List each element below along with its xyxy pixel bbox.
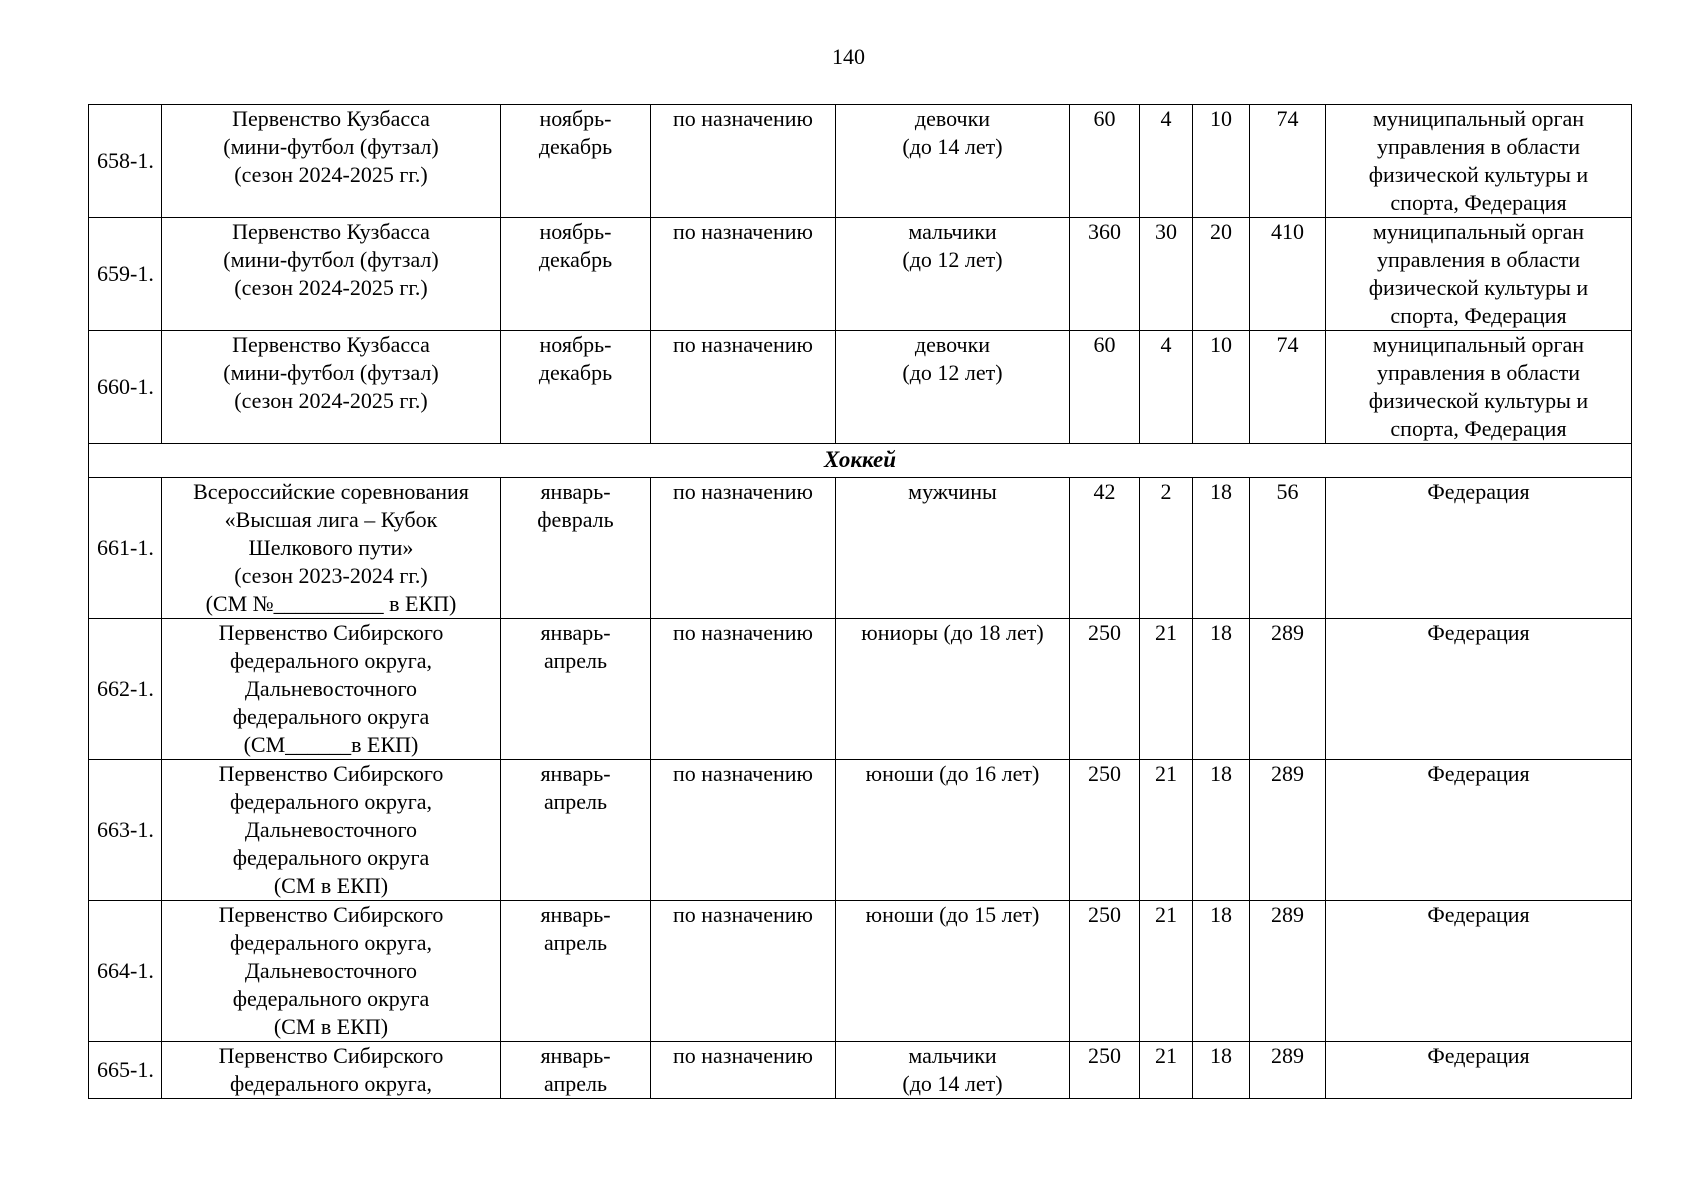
entry-number-cell: 659-1. [89, 218, 162, 331]
table-row [89, 760, 1632, 901]
count-coaches-cell [1140, 901, 1193, 1042]
event-name-cell [162, 331, 501, 444]
count-participants-cell [1070, 218, 1140, 331]
section-title: Хоккей [89, 444, 1632, 478]
organizer: Федерация [1427, 479, 1530, 504]
event-venue: по назначению [673, 902, 813, 927]
count-total: 289 [1271, 761, 1304, 786]
event-name: Первенство Сибирского федерального округа, Дальневосточного федерального округа (СМ в ЕКП) [218, 902, 444, 1039]
organizer: Федерация [1427, 902, 1530, 927]
entry-number-cell: 662-1. [89, 619, 162, 760]
organizer-cell [1326, 760, 1632, 901]
count-judges: 10 [1210, 106, 1232, 131]
organizer: муниципальный орган управления в области физической культуры и спорта, Федерация [1368, 219, 1589, 328]
event-name: Первенство Кузбасса (мини-футбол (футзал) (сезон 2024-2025 гг.) [223, 219, 439, 300]
count-coaches: 21 [1155, 620, 1177, 645]
count-participants: 42 [1093, 479, 1116, 504]
count-coaches: 21 [1155, 1043, 1177, 1068]
event-venue: по назначению [673, 761, 813, 786]
entry-number-cell: 660-1. [89, 331, 162, 444]
event-name-cell [162, 478, 501, 619]
event-venue: по назначению [673, 106, 813, 131]
event-name-cell [162, 901, 501, 1042]
count-total: 410 [1271, 219, 1304, 244]
count-coaches: 30 [1155, 219, 1177, 244]
event-name-cell [162, 105, 501, 218]
participant-group: мужчины [908, 479, 997, 504]
participant-group-cell [836, 760, 1070, 901]
entry-number-cell: 663-1. [89, 760, 162, 901]
count-judges: 18 [1210, 620, 1232, 645]
event-venue-cell [651, 760, 836, 901]
participant-group: юниоры (до 18 лет) [861, 620, 1044, 645]
count-participants: 360 [1088, 219, 1121, 244]
event-venue: по назначению [673, 620, 813, 645]
count-judges: 18 [1210, 761, 1232, 786]
participant-group-cell [836, 478, 1070, 619]
event-venue-cell [651, 105, 836, 218]
count-total-cell [1250, 619, 1326, 760]
event-dates-cell [501, 331, 651, 444]
count-participants: 250 [1088, 761, 1121, 786]
event-dates: январь- апрель [540, 902, 611, 955]
participant-group: юноши (до 15 лет) [865, 902, 1040, 927]
participant-group-cell [836, 105, 1070, 218]
count-coaches-cell [1140, 1042, 1193, 1099]
count-coaches-cell [1140, 760, 1193, 901]
count-judges-cell [1193, 478, 1250, 619]
event-name: Первенство Сибирского федерального округа, Дальневосточного федерального округа (СМ______в ЕКП) [218, 620, 444, 757]
count-coaches: 21 [1155, 902, 1177, 927]
organizer: муниципальный орган управления в области физической культуры и спорта, Федерация [1368, 332, 1589, 441]
table-row [89, 619, 1632, 760]
organizer-cell [1326, 105, 1632, 218]
event-dates: январь- апрель [540, 620, 611, 673]
organizer-cell [1326, 619, 1632, 760]
participant-group-cell [836, 218, 1070, 331]
participant-group: девочки (до 12 лет) [902, 332, 1003, 385]
count-judges: 10 [1210, 332, 1232, 357]
table-row [89, 105, 1632, 218]
entry-number-cell: 661-1. [89, 478, 162, 619]
participant-group-cell [836, 1042, 1070, 1099]
count-total-cell [1250, 760, 1326, 901]
count-coaches-cell [1140, 331, 1193, 444]
event-venue-cell [651, 619, 836, 760]
table-row [89, 901, 1632, 1042]
table-row [89, 1042, 1632, 1099]
event-dates: январь- февраль [537, 479, 614, 532]
count-coaches: 4 [1160, 332, 1172, 357]
organizer: Федерация [1427, 761, 1530, 786]
count-participants-cell [1070, 105, 1140, 218]
event-venue-cell [651, 478, 836, 619]
count-judges-cell [1193, 1042, 1250, 1099]
count-judges-cell [1193, 619, 1250, 760]
count-participants-cell [1070, 619, 1140, 760]
event-name: Всероссийские соревнования «Высшая лига – Кубок Шелкового пути» (сезон 2023-2024 гг.) (СМ №__________ в ЕКП) [193, 479, 469, 616]
organizer: Федерация [1427, 620, 1530, 645]
count-total-cell [1250, 218, 1326, 331]
event-venue-cell [651, 218, 836, 331]
event-name-cell [162, 1042, 501, 1099]
participant-group: девочки (до 14 лет) [902, 106, 1003, 159]
event-dates-cell [501, 105, 651, 218]
count-judges-cell [1193, 105, 1250, 218]
event-venue: по назначению [673, 1043, 813, 1068]
count-total: 56 [1276, 479, 1299, 504]
participant-group-cell [836, 619, 1070, 760]
table-row [89, 218, 1632, 331]
event-dates-cell [501, 218, 651, 331]
count-judges: 18 [1210, 902, 1232, 927]
event-name-cell [162, 218, 501, 331]
count-coaches: 4 [1160, 106, 1172, 131]
count-participants: 250 [1088, 1043, 1121, 1068]
count-coaches-cell [1140, 218, 1193, 331]
count-total-cell [1250, 105, 1326, 218]
participant-group: мальчики (до 14 лет) [902, 1043, 1003, 1096]
section-row [89, 444, 1632, 478]
count-total: 289 [1271, 1043, 1304, 1068]
event-venue-cell [651, 331, 836, 444]
count-judges-cell [1193, 218, 1250, 331]
page-number: 140 [832, 44, 865, 69]
count-participants-cell [1070, 1042, 1140, 1099]
organizer-cell [1326, 478, 1632, 619]
count-coaches: 21 [1155, 761, 1177, 786]
organizer: Федерация [1427, 1043, 1530, 1068]
participant-group: юноши (до 16 лет) [865, 761, 1040, 786]
event-name-cell [162, 760, 501, 901]
entry-number-cell: 658-1. [89, 105, 162, 218]
event-dates: январь- апрель [540, 761, 611, 814]
count-total: 289 [1271, 902, 1304, 927]
table-body [89, 105, 1632, 1099]
event-dates: ноябрь- декабрь [538, 106, 613, 159]
entry-number-cell: 665-1. [89, 1042, 162, 1099]
participant-group-cell [836, 331, 1070, 444]
count-total-cell [1250, 901, 1326, 1042]
event-dates: ноябрь- декабрь [538, 332, 613, 385]
count-coaches-cell [1140, 619, 1193, 760]
count-total-cell [1250, 478, 1326, 619]
table-row [89, 478, 1632, 619]
count-participants-cell [1070, 331, 1140, 444]
table-row [89, 331, 1632, 444]
event-venue: по назначению [673, 479, 813, 504]
count-total-cell [1250, 1042, 1326, 1099]
event-name-cell [162, 619, 501, 760]
event-dates-cell [501, 901, 651, 1042]
event-venue: по назначению [673, 332, 813, 357]
organizer-cell [1326, 218, 1632, 331]
organizer-cell [1326, 1042, 1632, 1099]
count-judges: 18 [1210, 479, 1232, 504]
competition-table [88, 104, 1632, 1099]
event-venue: по назначению [673, 219, 813, 244]
event-name: Первенство Кузбасса (мини-футбол (футзал) (сезон 2024-2025 гг.) [223, 106, 439, 187]
entry-number-cell: 664-1. [89, 901, 162, 1042]
count-coaches: 2 [1160, 479, 1172, 504]
count-participants-cell [1070, 760, 1140, 901]
organizer-cell [1326, 331, 1632, 444]
count-judges-cell [1193, 331, 1250, 444]
count-judges-cell [1193, 760, 1250, 901]
participant-group: мальчики (до 12 лет) [902, 219, 1003, 272]
organizer: муниципальный орган управления в области физической культуры и спорта, Федерация [1368, 106, 1589, 215]
event-dates-cell [501, 619, 651, 760]
event-venue-cell [651, 1042, 836, 1099]
count-judges-cell [1193, 901, 1250, 1042]
count-participants: 60 [1093, 106, 1116, 131]
count-total: 74 [1276, 106, 1299, 131]
organizer-cell [1326, 901, 1632, 1042]
count-participants: 250 [1088, 620, 1121, 645]
participant-group-cell [836, 901, 1070, 1042]
event-name: Первенство Кузбасса (мини-футбол (футзал) (сезон 2024-2025 гг.) [223, 332, 439, 413]
event-dates-cell [501, 478, 651, 619]
count-total: 289 [1271, 620, 1304, 645]
event-name: Первенство Сибирского федерального округа, [218, 1043, 444, 1096]
event-dates: январь- апрель [540, 1043, 611, 1096]
count-participants-cell [1070, 478, 1140, 619]
event-name: Первенство Сибирского федерального округа, Дальневосточного федерального округа (СМ в ЕКП) [218, 761, 444, 898]
count-coaches-cell [1140, 478, 1193, 619]
event-venue-cell [651, 901, 836, 1042]
count-judges: 20 [1210, 219, 1232, 244]
count-coaches-cell [1140, 105, 1193, 218]
event-dates-cell [501, 1042, 651, 1099]
count-participants-cell [1070, 901, 1140, 1042]
count-participants: 250 [1088, 902, 1121, 927]
count-judges: 18 [1210, 1043, 1232, 1068]
event-dates: ноябрь- декабрь [538, 219, 613, 272]
count-total-cell [1250, 331, 1326, 444]
count-participants: 60 [1093, 332, 1116, 357]
event-dates-cell [501, 760, 651, 901]
count-total: 74 [1276, 332, 1299, 357]
